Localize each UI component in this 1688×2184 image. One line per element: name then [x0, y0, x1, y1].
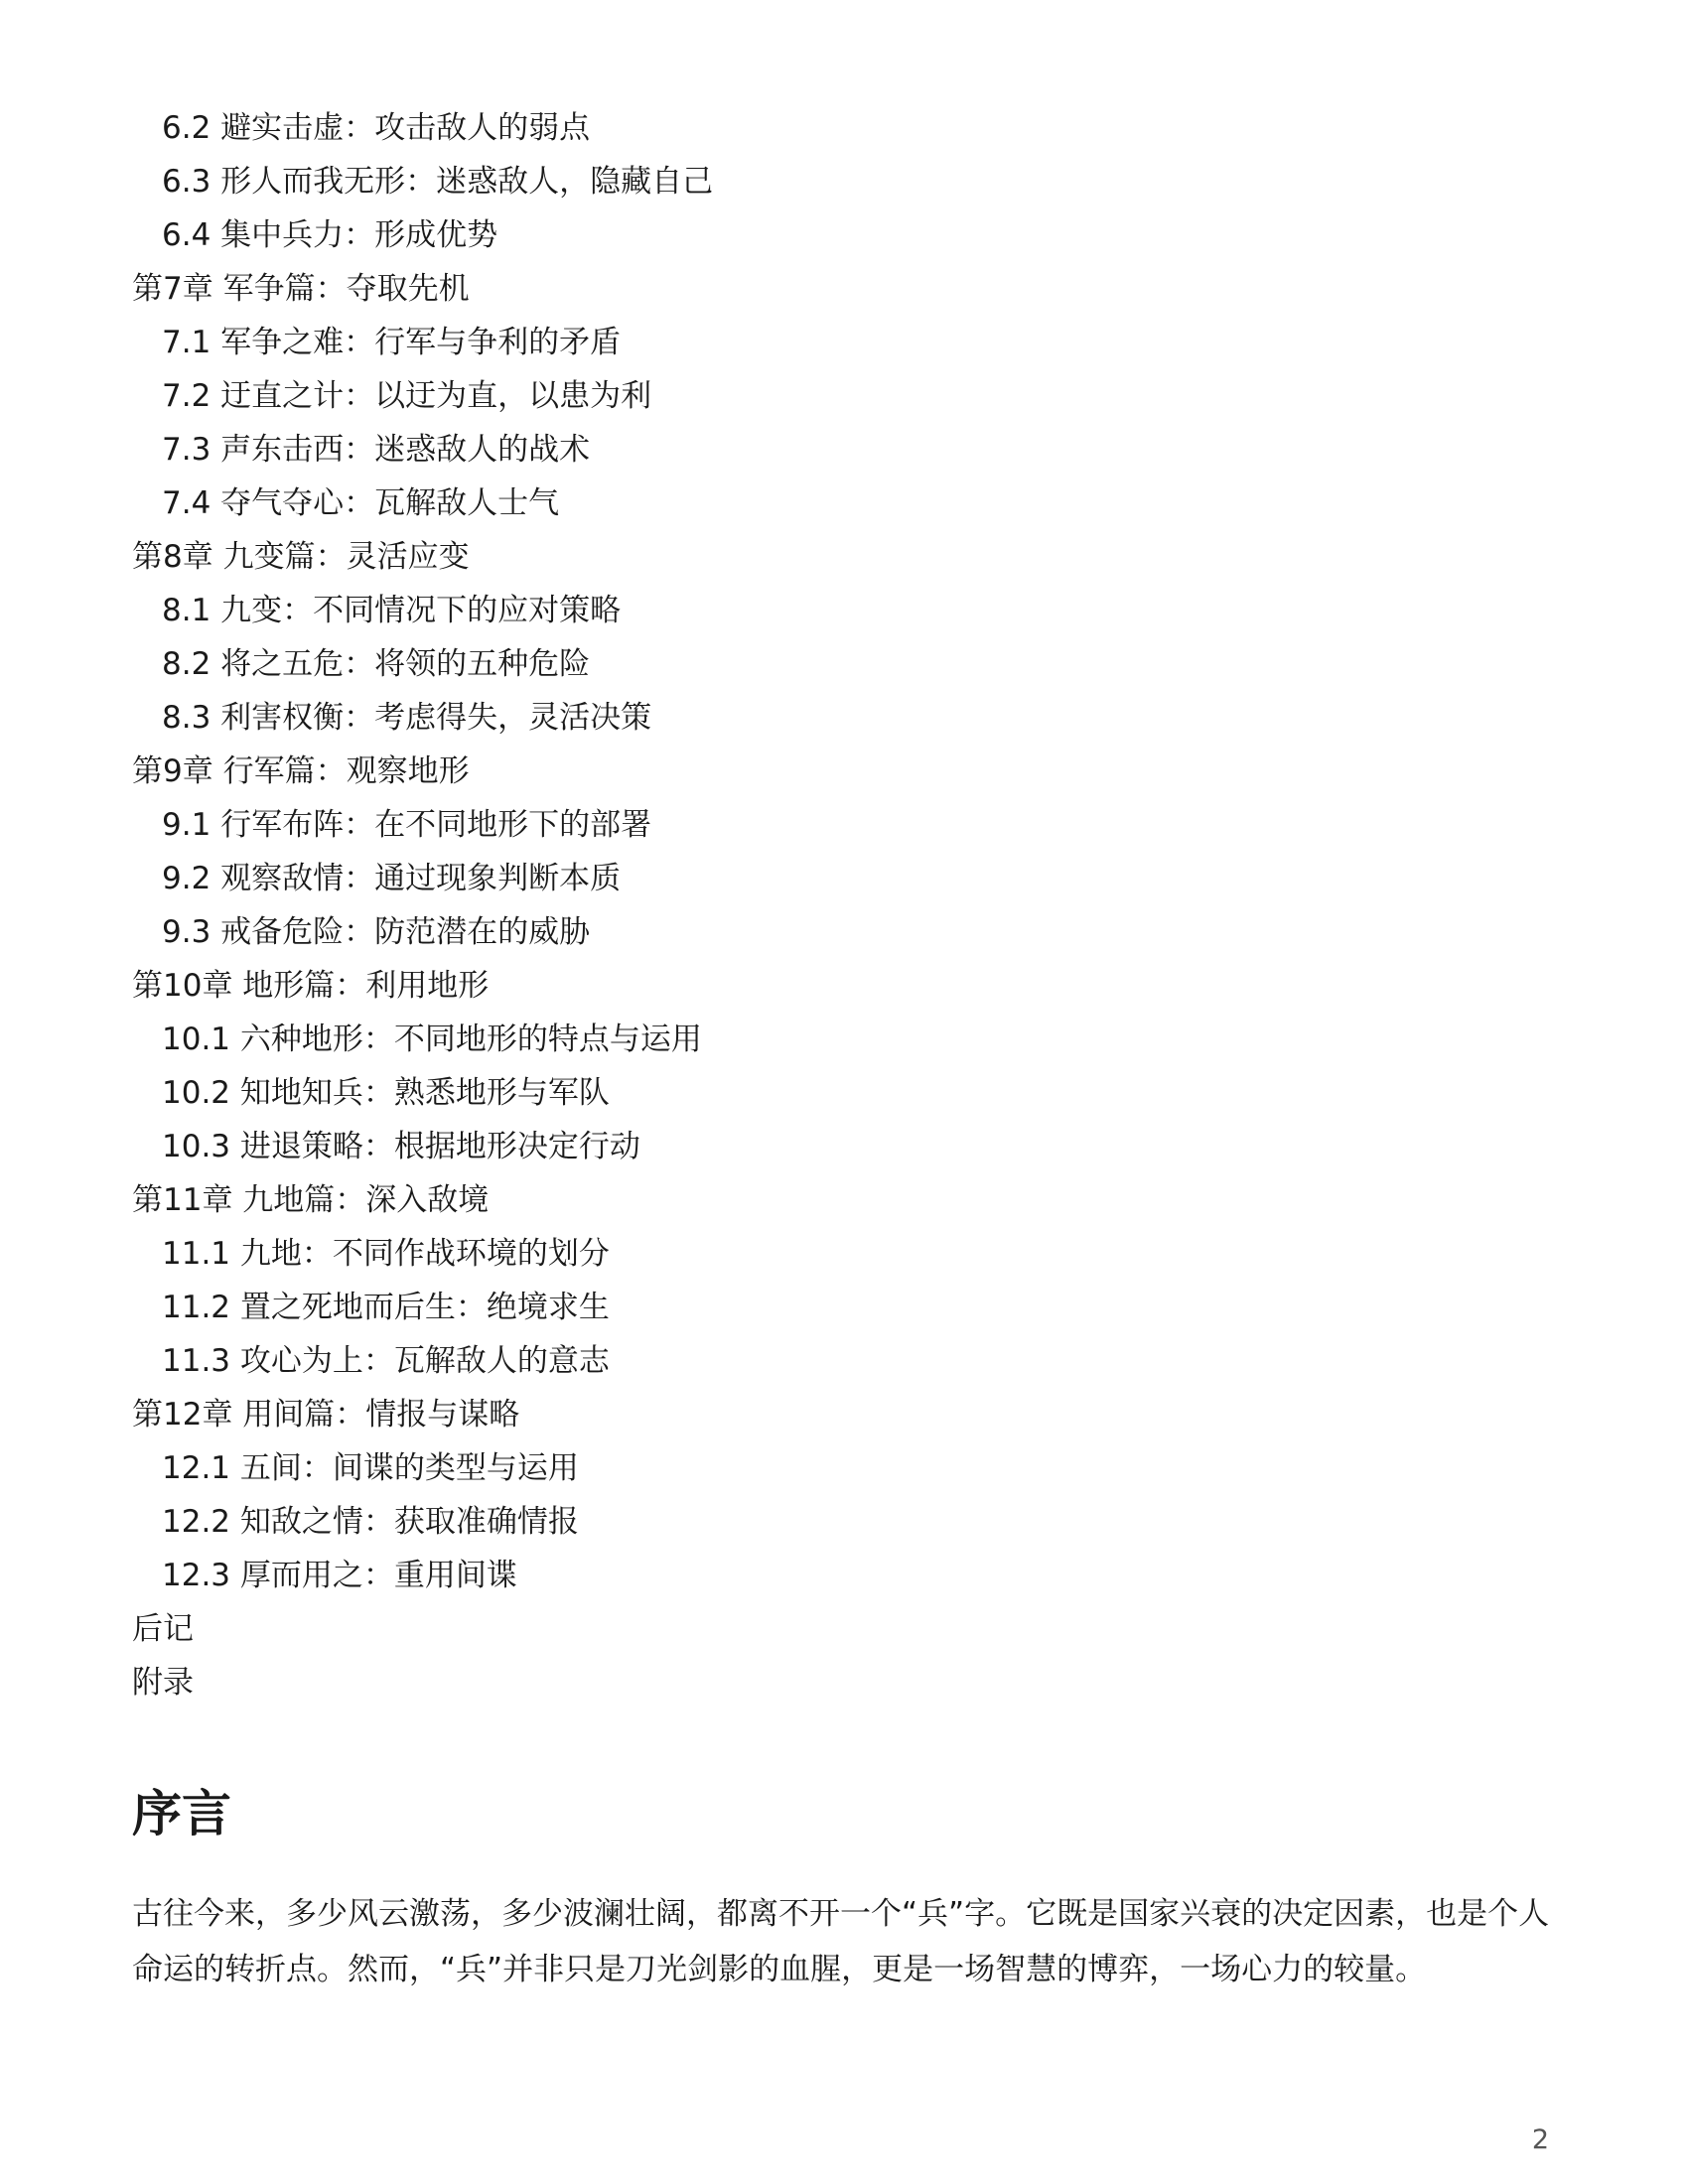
toc-section-entry[interactable]: 11.2 置之死地而后生：绝境求生: [162, 1290, 610, 1325]
toc-section-entry[interactable]: 10.1 六种地形：不同地形的特点与运用: [162, 1022, 702, 1057]
toc-chapter-entry[interactable]: 第11章 九地篇：深入敌境: [132, 1182, 490, 1218]
toc-section-entry[interactable]: 8.2 将之五危：将领的五种危险: [162, 646, 591, 682]
toc-section-entry[interactable]: 9.1 行军布阵：在不同地形下的部署: [162, 807, 652, 843]
toc-section-entry[interactable]: 11.3 攻心为上：瓦解敌人的意志: [162, 1343, 610, 1379]
toc-section-entry[interactable]: 9.3 戒备危险：防范潜在的威胁: [162, 914, 591, 950]
toc-section-entry[interactable]: 6.2 避实击虚：攻击敌人的弱点: [162, 110, 591, 146]
toc-chapter-entry[interactable]: 第7章 军争篇：夺取先机: [132, 271, 470, 307]
toc-section-entry[interactable]: 8.3 利害权衡：考虑得失，灵活决策: [162, 700, 652, 736]
toc-chapter-entry[interactable]: 附录: [132, 1665, 194, 1701]
toc-section-entry[interactable]: 7.3 声东击西：迷惑敌人的战术: [162, 432, 591, 468]
toc-section-entry[interactable]: 12.3 厚而用之：重用间谍: [162, 1558, 517, 1593]
table-of-contents: [132, 101, 1522, 1709]
toc-section-entry[interactable]: 12.1 五间：间谍的类型与运用: [162, 1450, 579, 1486]
preface-heading: 序言: [132, 1785, 231, 1843]
toc-section-entry[interactable]: 8.1 九变：不同情况下的应对策略: [162, 593, 622, 628]
toc-section-entry[interactable]: 10.3 进退策略：根据地形决定行动: [162, 1129, 640, 1164]
toc-chapter-entry[interactable]: 第10章 地形篇：利用地形: [132, 968, 490, 1004]
toc-section-entry[interactable]: 12.2 知敌之情：获取准确情报: [162, 1504, 579, 1540]
toc-section-entry[interactable]: 7.1 军争之难：行军与争利的矛盾: [162, 325, 622, 360]
toc-chapter-entry[interactable]: 第9章 行军篇：观察地形: [132, 753, 470, 789]
toc-section-entry[interactable]: 7.4 夺气夺心：瓦解敌人士气: [162, 485, 560, 521]
toc-chapter-entry[interactable]: 第8章 九变篇：灵活应变: [132, 539, 470, 575]
toc-chapter-entry[interactable]: 后记: [132, 1611, 194, 1647]
preface-paragraph: 古往今来，多少风云激荡，多少波澜壮阔，都离不开一个“兵”字。它既是国家兴衰的决定因素，也是个人命运的转折点。然而，“兵”并非只是刀光剑影的血腥，更是一场智慧的博弈，一场心力的较量。: [132, 1896, 1550, 1987]
toc-section-entry[interactable]: 11.1 九地：不同作战环境的划分: [162, 1236, 610, 1272]
page-number: 2: [1531, 2124, 1549, 2155]
toc-section-entry[interactable]: 6.4 集中兵力：形成优势: [162, 217, 498, 253]
toc-chapter-entry[interactable]: 第12章 用间篇：情报与谋略: [132, 1397, 520, 1433]
toc-section-entry[interactable]: 9.2 观察敌情：通过现象判断本质: [162, 861, 622, 896]
toc-section-entry[interactable]: 7.2 迂直之计：以迂为直，以患为利: [162, 378, 652, 414]
toc-section-entry[interactable]: 6.3 形人而我无形：迷惑敌人，隐藏自己: [162, 164, 714, 200]
toc-section-entry[interactable]: 10.2 知地知兵：熟悉地形与军队: [162, 1075, 610, 1111]
